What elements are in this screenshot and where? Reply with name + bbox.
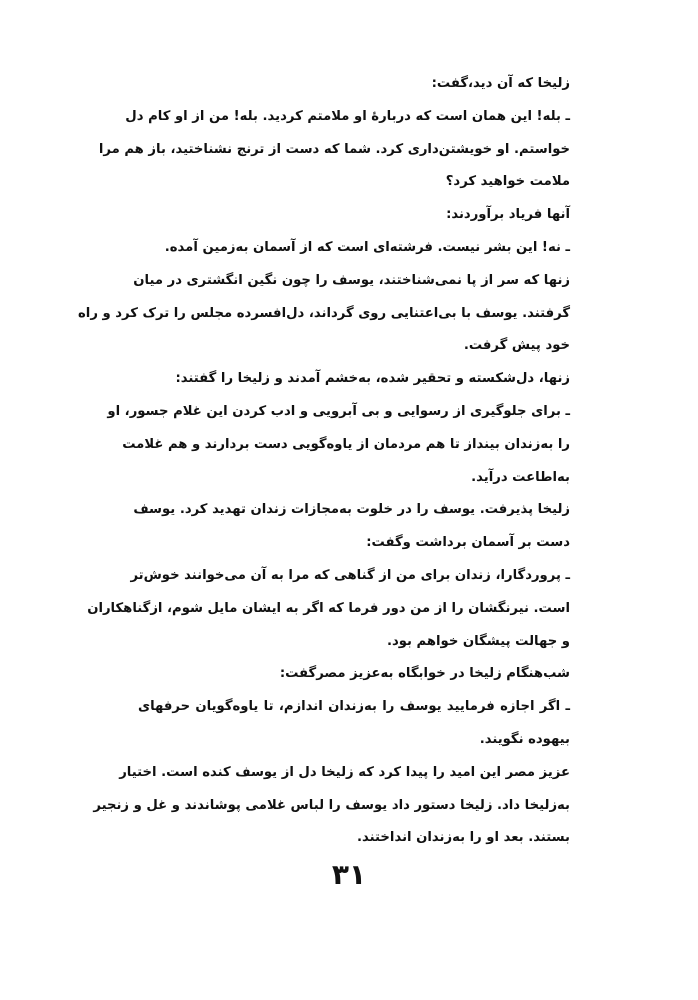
text-line: زنها که سر از پا نمی‌شناختند، یوسف را چون نگین انگشتری در میان: [133, 272, 570, 288]
text-line: ـ بله! این همان است که دربارهٔ او ملامتم کردید. بله! من از او کام دل: [125, 108, 570, 124]
text-line: و جهالت پیشگان خواهم بود.: [386, 633, 570, 649]
text-line: ـ برای جلوگیری از رسوایی و بی آبرویی و ادب کردن این غلام جسور، او: [107, 403, 570, 419]
text-line: به‌زلیخا داد. زلیخا دستور داد یوسف را لباس غلامی پوشاندند و غل و زنجیر: [93, 797, 570, 813]
text-line: بستند. بعد او را به‌زندان انداختند.: [357, 830, 570, 846]
text-line: خواستم. او خویشتن‌داری کرد. شما که دست از ترنج نشناختید، باز هم مرا: [98, 141, 570, 157]
text-line: عزیز مصر این امید را پیدا کرد که زلیخا دل از یوسف کنده است. اختیار: [119, 764, 570, 780]
text-line: خود پیش گرفت.: [463, 338, 570, 354]
text-line: را به‌زندان بینداز تا هم مردمان از یاوه‌گویی دست بردارند و هم غلامت: [122, 436, 570, 452]
text-line: است. نیرنگشان را از من دور فرما که اگر به ایشان مایل شوم، ازگناهکاران: [87, 600, 570, 616]
text-line: بیهوده نگویند.: [479, 731, 570, 747]
text-line: شب‌هنگام زلیخا در خوابگاه به‌عزیز مصرگفت:: [279, 666, 570, 682]
text-line: ـ نه! این بشر نیست. فرشته‌ای است که از آسمان به‌زمین آمده.: [164, 239, 570, 255]
text-line: زلیخا پذیرفت. یوسف را در خلوت به‌مجازات زندان تهدید کرد. یوسف: [133, 502, 570, 518]
body-text: [78, 68, 570, 855]
text-line: ـ پروردگارا، زندان برای من از گناهی که مرا به آن می‌خوانند خوش‌تر: [130, 567, 570, 583]
text-line: ملامت خواهید کرد؟: [445, 174, 570, 190]
page-number: ۳۱: [331, 858, 367, 891]
text-line: ـ اگر اجازه فرمایید یوسف را به‌زندان اندازم، تا یاوه‌گویان حرفهای: [138, 699, 570, 715]
text-line: زنها، دل‌شکسته و تحقیر شده، به‌خشم آمدند و زلیخا را گفتند:: [175, 371, 570, 387]
text-line: آنها فریاد برآوردند:: [446, 207, 570, 223]
text-line: به‌اطاعت درآید.: [471, 469, 570, 485]
text-line: دست بر آسمان برداشت وگفت:: [366, 535, 570, 551]
text-line: گرفتند. یوسف با بی‌اعتنایی روی گرداند، دل‌افسرده مجلس را ترک کرد و راه: [78, 305, 570, 321]
text-line: زلیخا که آن دید،گفت:: [431, 76, 570, 91]
